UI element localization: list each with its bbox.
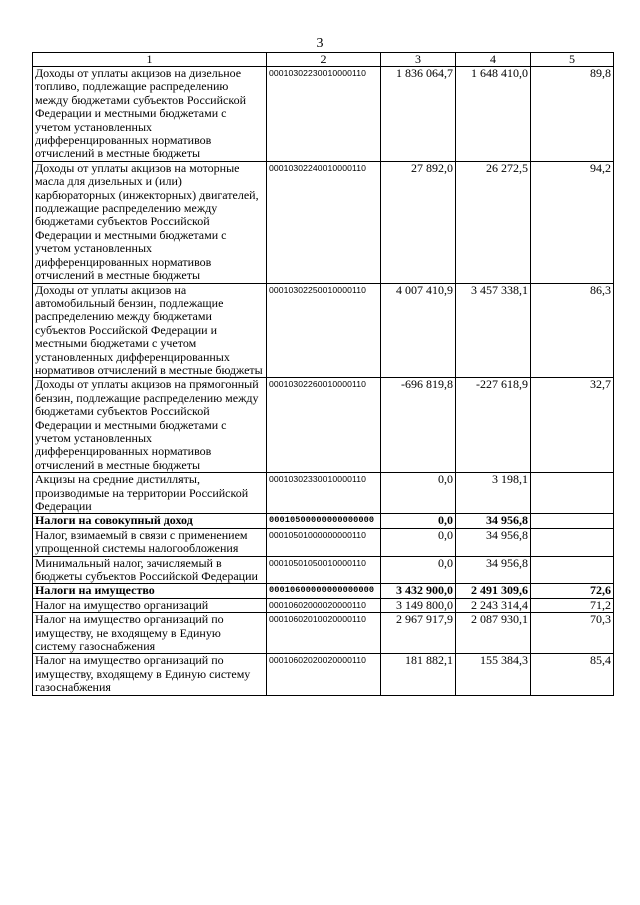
row-name-cell: Налоги на совокупный доход: [33, 514, 267, 528]
row-name-cell: Доходы от уплаты акцизов на автомобильный бензин, подлежащие распределению между бюджетами субъектов Российской Федерации и местными бюджетами с учетом установленных дифференцированных нормативов отчислений в местные бюджеты: [33, 283, 267, 378]
row-fact-value-cell: 34 956,8: [456, 514, 531, 528]
row-code-cell: 00010602020020000110: [267, 654, 381, 695]
row-name-cell: Налог, взимаемый в связи с применением упрощенной системы налогообложения: [33, 528, 267, 556]
row-code-cell: 00010501000000000110: [267, 528, 381, 556]
row-plan-value-cell: 3 432 900,0: [381, 584, 456, 598]
row-percent-cell: 85,4: [531, 654, 614, 695]
row-code-cell: 00010600000000000000: [267, 584, 381, 598]
row-code-cell: 00010302250010000110: [267, 283, 381, 378]
row-code-cell: 00010302330010000110: [267, 473, 381, 514]
row-plan-value-cell: 0,0: [381, 556, 456, 584]
row-plan-value-cell: 3 149 800,0: [381, 598, 456, 612]
row-percent-cell: 32,7: [531, 378, 614, 473]
row-percent-cell: [531, 514, 614, 528]
row-name-cell: Доходы от уплаты акцизов на моторные масла для дизельных и (или) карбюраторных (инжекторных) двигателей, подлежащие распределению между бюджетами субъектов Российской Федерации и местными бюджетами с учетом установленных дифференцированных нормативов отчислений в местные бюджеты: [33, 161, 267, 283]
row-code-cell: 00010602000020000110: [267, 598, 381, 612]
table-row: [33, 473, 614, 514]
table-row: [33, 528, 614, 556]
column-header-1: 1: [33, 53, 267, 67]
row-fact-value-cell: 34 956,8: [456, 528, 531, 556]
row-plan-value-cell: 27 892,0: [381, 161, 456, 283]
row-name-cell: Налог на имущество организаций: [33, 598, 267, 612]
row-name-cell: Налог на имущество организаций по имуществу, не входящему в Единую систему газоснабжения: [33, 613, 267, 654]
table-row: [33, 67, 614, 162]
row-fact-value-cell: -227 618,9: [456, 378, 531, 473]
row-code-cell: 00010602010020000110: [267, 613, 381, 654]
table-row: [33, 598, 614, 612]
row-plan-value-cell: 1 836 064,7: [381, 67, 456, 162]
row-plan-value-cell: -696 819,8: [381, 378, 456, 473]
table-row: [33, 613, 614, 654]
row-percent-cell: 72,6: [531, 584, 614, 598]
table-row: [33, 514, 614, 528]
row-code-cell: 00010302230010000110: [267, 67, 381, 162]
row-percent-cell: [531, 528, 614, 556]
table-header-row: [33, 53, 614, 67]
row-fact-value-cell: 3 198,1: [456, 473, 531, 514]
revenue-table: [32, 52, 614, 696]
row-fact-value-cell: 2 491 309,6: [456, 584, 531, 598]
table-row: [33, 378, 614, 473]
row-code-cell: 00010500000000000000: [267, 514, 381, 528]
column-header-4: 4: [456, 53, 531, 67]
row-plan-value-cell: 2 967 917,9: [381, 613, 456, 654]
row-plan-value-cell: 181 882,1: [381, 654, 456, 695]
row-plan-value-cell: 0,0: [381, 514, 456, 528]
row-percent-cell: [531, 473, 614, 514]
table-row: [33, 283, 614, 378]
row-code-cell: 00010302260010000110: [267, 378, 381, 473]
row-fact-value-cell: 2 087 930,1: [456, 613, 531, 654]
row-code-cell: 00010302240010000110: [267, 161, 381, 283]
row-plan-value-cell: 0,0: [381, 473, 456, 514]
row-name-cell: Налоги на имущество: [33, 584, 267, 598]
column-header-5: 5: [531, 53, 614, 67]
table-row: [33, 654, 614, 695]
row-fact-value-cell: 34 956,8: [456, 556, 531, 584]
table-row: [33, 556, 614, 584]
table-row: [33, 161, 614, 283]
row-name-cell: Налог на имущество организаций по имуществу, входящему в Единую систему газоснабжения: [33, 654, 267, 695]
row-fact-value-cell: 2 243 314,4: [456, 598, 531, 612]
page-number: 3: [316, 36, 324, 51]
row-fact-value-cell: 26 272,5: [456, 161, 531, 283]
row-plan-value-cell: 4 007 410,9: [381, 283, 456, 378]
row-fact-value-cell: 3 457 338,1: [456, 283, 531, 378]
row-name-cell: Акцизы на средние дистилляты, производимые на территории Российской Федерации: [33, 473, 267, 514]
row-percent-cell: 70,3: [531, 613, 614, 654]
column-header-3: 3: [381, 53, 456, 67]
row-percent-cell: 71,2: [531, 598, 614, 612]
row-percent-cell: 86,3: [531, 283, 614, 378]
table-row: [33, 584, 614, 598]
row-code-cell: 00010501050010000110: [267, 556, 381, 584]
row-percent-cell: 94,2: [531, 161, 614, 283]
row-name-cell: Минимальный налог, зачисляемый в бюджеты субъектов Российской Федерации: [33, 556, 267, 584]
table-body: [33, 67, 614, 696]
row-name-cell: Доходы от уплаты акцизов на прямогонный бензин, подлежащие распределению между бюджетами субъектов Российской Федерации и местными бюджетами с учетом установленных дифференцированных нормативов отчислений в местные бюджеты: [33, 378, 267, 473]
row-fact-value-cell: 155 384,3: [456, 654, 531, 695]
row-fact-value-cell: 1 648 410,0: [456, 67, 531, 162]
row-plan-value-cell: 0,0: [381, 528, 456, 556]
row-percent-cell: 89,8: [531, 67, 614, 162]
row-percent-cell: [531, 556, 614, 584]
column-header-2: 2: [267, 53, 381, 67]
row-name-cell: Доходы от уплаты акцизов на дизельное топливо, подлежащие распределению между бюджетами субъектов Российской Федерации и местными бюджетами с учетом установленных дифференцированных нормативов отчислений в местные бюджеты: [33, 67, 267, 162]
